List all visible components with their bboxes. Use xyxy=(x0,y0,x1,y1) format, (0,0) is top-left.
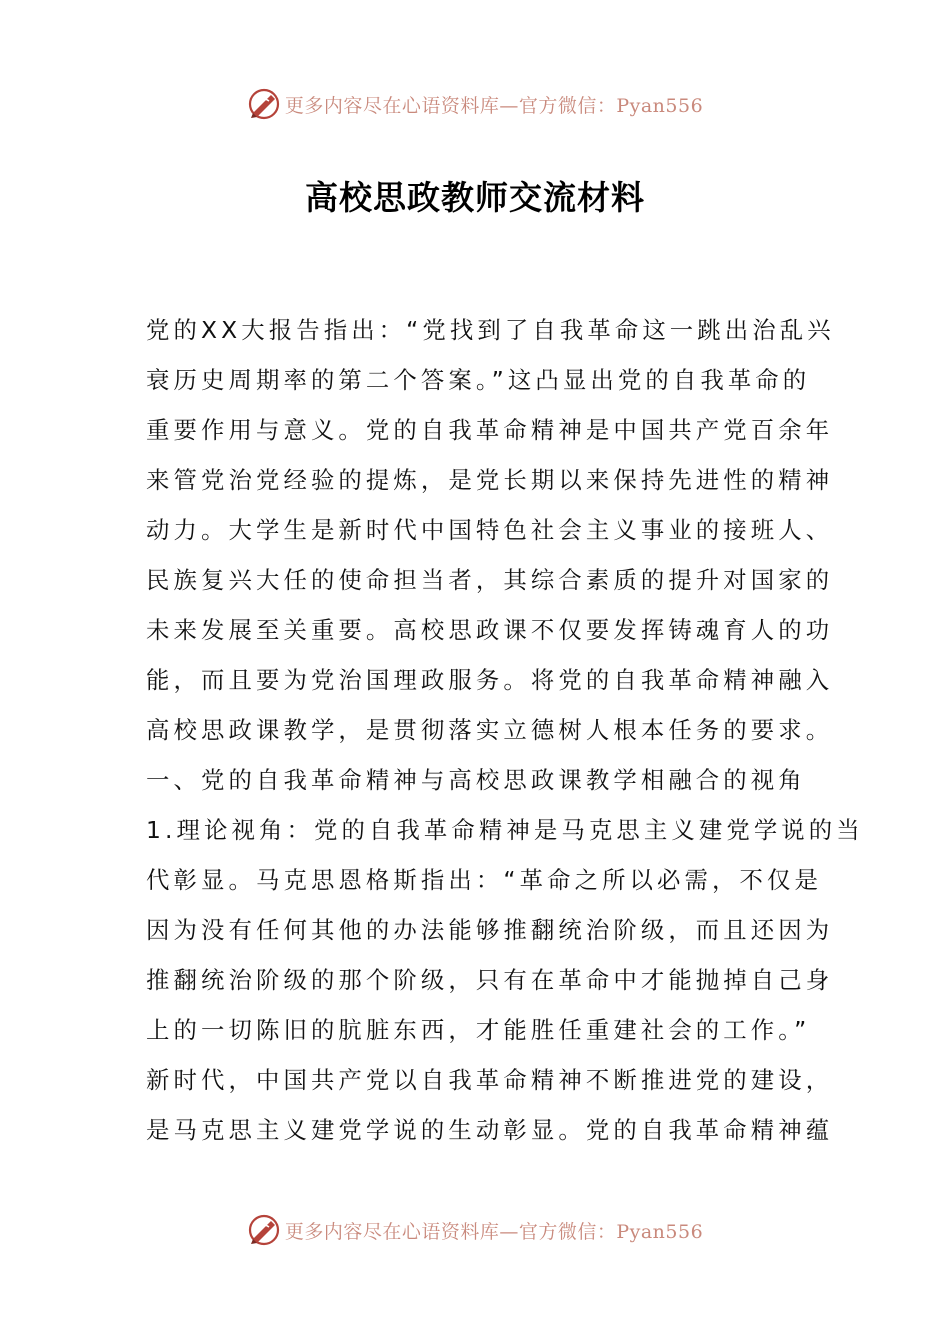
footer-banner-inner xyxy=(247,1213,703,1247)
document-title: 高校思政教师交流材料 xyxy=(305,178,645,217)
pen-logo-icon xyxy=(247,1213,281,1247)
pen-logo-icon xyxy=(247,87,281,121)
body-line: 衰历史周期率的第二个答案。”这凸显出党的自我革命的 xyxy=(146,366,811,394)
footer-banner xyxy=(0,1210,950,1250)
body-line: 未来发展至关重要。高校思政课不仅要发挥铸魂育人的功 xyxy=(146,616,834,644)
header-banner xyxy=(0,84,950,124)
body-line: 因为没有任何其他的办法能够推翻统治阶级，而且还因为 xyxy=(146,916,834,944)
document-body xyxy=(146,305,864,1155)
footer-banner-text: 更多内容尽在心语资料库—官方微信：Pyan556 xyxy=(284,1220,704,1243)
body-line: 来管党治党经验的提炼，是党长期以来保持先进性的精神 xyxy=(146,466,834,494)
body-line: 动力。大学生是新时代中国特色社会主义事业的接班人、 xyxy=(146,516,834,544)
body-line: 推翻统治阶级的那个阶级，只有在革命中才能抛掉自己身 xyxy=(146,966,834,994)
body-line: 高校思政课教学，是贯彻落实立德树人根本任务的要求。 xyxy=(146,716,834,744)
body-line: 党的XX大报告指出：“党找到了自我革命这一跳出治乱兴 xyxy=(146,316,835,344)
body-line: 重要作用与意义。党的自我革命精神是中国共产党百余年 xyxy=(146,416,834,444)
body-line: 新时代，中国共产党以自我革命精神不断推进党的建设， xyxy=(146,1066,834,1094)
header-banner-text: 更多内容尽在心语资料库—官方微信：Pyan556 xyxy=(284,94,704,117)
body-line: 民族复兴大任的使命担当者，其综合素质的提升对国家的 xyxy=(146,566,834,594)
body-line: 代彰显。马克思恩格斯指出：“革命之所以必需，不仅是 xyxy=(146,866,822,894)
body-line: 能，而且要为党治国理政服务。将党的自我革命精神融入 xyxy=(146,666,834,694)
body-line: 是马克思主义建党学说的生动彰显。党的自我革命精神蕴 xyxy=(146,1116,834,1144)
section-heading: 一、党的自我革命精神与高校思政课教学相融合的视角 xyxy=(146,766,806,794)
header-banner-inner xyxy=(247,87,703,121)
body-line: 上的一切陈旧的肮脏东西，才能胜任重建社会的工作。” xyxy=(146,1016,811,1044)
subsection-line: 1.理论视角：党的自我革命精神是马克思主义建党学说的当 xyxy=(146,816,864,844)
